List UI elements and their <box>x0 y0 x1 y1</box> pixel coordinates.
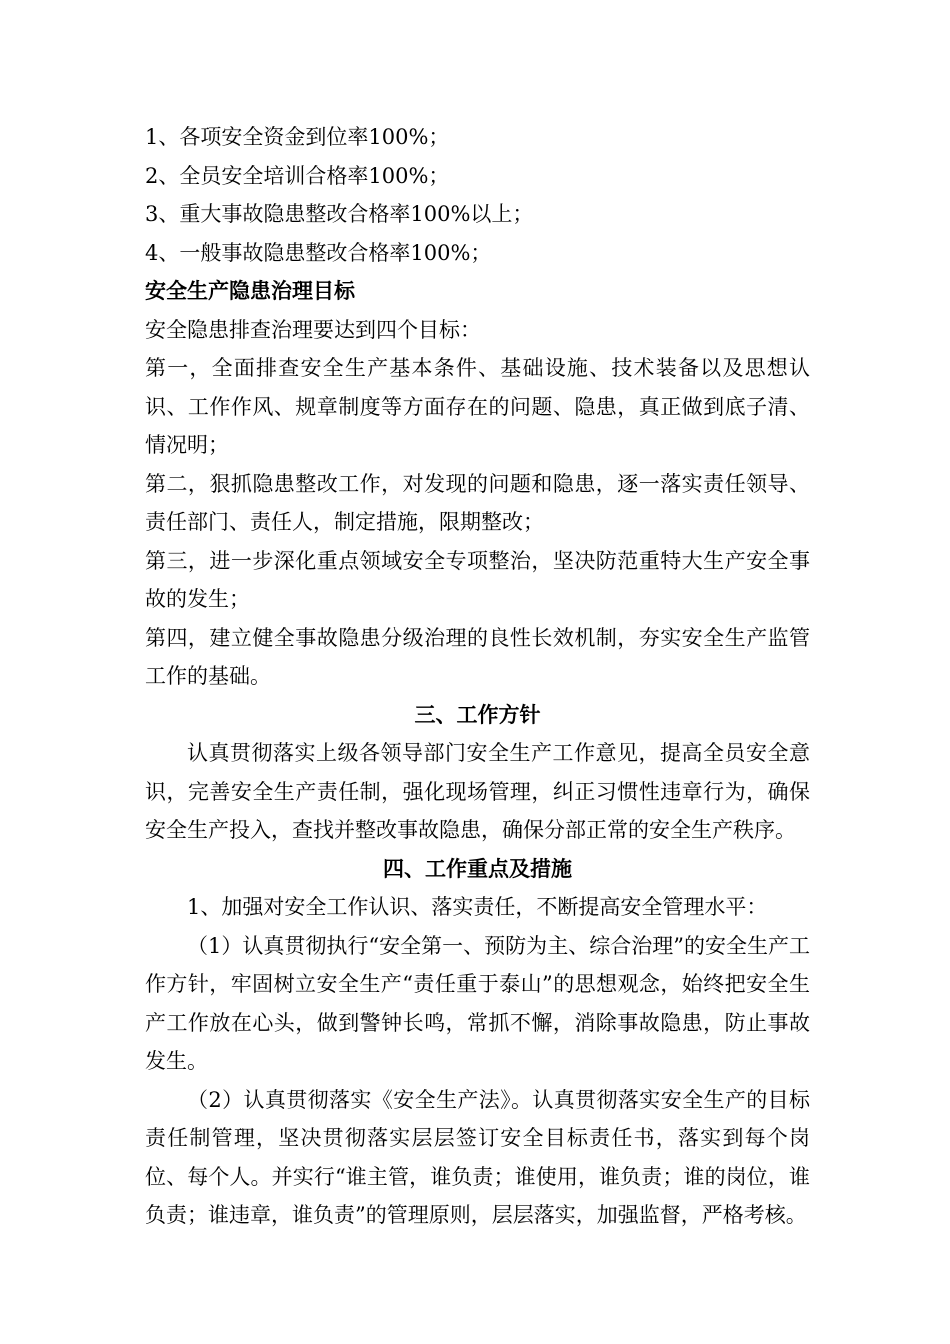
section-3-body: 认真贯彻落实上级各领导部门安全生产工作意见，提高全员安全意识，完善安全生产责任制，强化现场管理，纠正习惯性违章行为，确保安全生产投入，查找并整改事故隐患，确保分部正常的安全生产秩序。 <box>145 741 810 842</box>
section-4-point-1: 1、加强对安全工作认识、落实责任，不断提高安全管理水平： <box>187 895 768 919</box>
hazard-section-intro: 安全隐患排查治理要达到四个目标： <box>145 317 481 342</box>
document-page <box>145 118 810 1235</box>
hazard-goal-4: 第四，建立健全事故隐患分级治理的良性长效机制，夯实安全生产监管工作的基础。 <box>145 625 810 688</box>
section-4-heading: 四、工作重点及措施 <box>383 856 572 881</box>
section-4-sub-1: （1）认真贯彻执行“安全第一、预防为主、综合治理”的安全生产工作方针，牢固树立安全生产“责任重于泰山”的思想观念，始终把安全生产工作放在心头，做到警钟长鸣，常抓不懈，消除事故隐患，防止事故发生。 <box>145 933 810 1073</box>
hazard-goal-2: 第二，狠抓隐患整改工作，对发现的问题和隐患，逐一落实责任领导、责任部门、责任人，制定措施，限期整改； <box>145 471 810 534</box>
hazard-goal-3: 第三，进一步深化重点领域安全专项整治，坚决防范重特大生产安全事故的发生； <box>145 548 810 611</box>
target-item-4: 4、一般事故隐患整改合格率100%； <box>145 240 492 265</box>
target-item-3: 3、重大事故隐患整改合格率100%以上； <box>145 202 534 226</box>
section-3-heading: 三、工作方针 <box>414 702 541 727</box>
hazard-section-title: 安全生产隐患治理目标 <box>145 279 355 303</box>
target-item-2: 2、全员安全培训合格率100%； <box>145 163 450 188</box>
target-item-1: 1、各项安全资金到位率100%； <box>145 125 450 149</box>
section-4-sub-2: （2）认真贯彻落实《安全生产法》。认真贯彻落实安全生产的目标责任制管理，坚决贯彻落实层层签订安全目标责任书，落实到每个岗位、每个人。并实行“谁主管，谁负责；谁使用，谁负责；谁的岗位，谁负责；谁违章，谁负责”的管理原则，层层落实，加强监督，严格考核。 <box>145 1087 810 1227</box>
hazard-goal-1: 第一，全面排查安全生产基本条件、基础设施、技术装备以及思想认识、工作作风、规章制度等方面存在的问题、隐患，真正做到底子清、情况明； <box>145 356 810 457</box>
